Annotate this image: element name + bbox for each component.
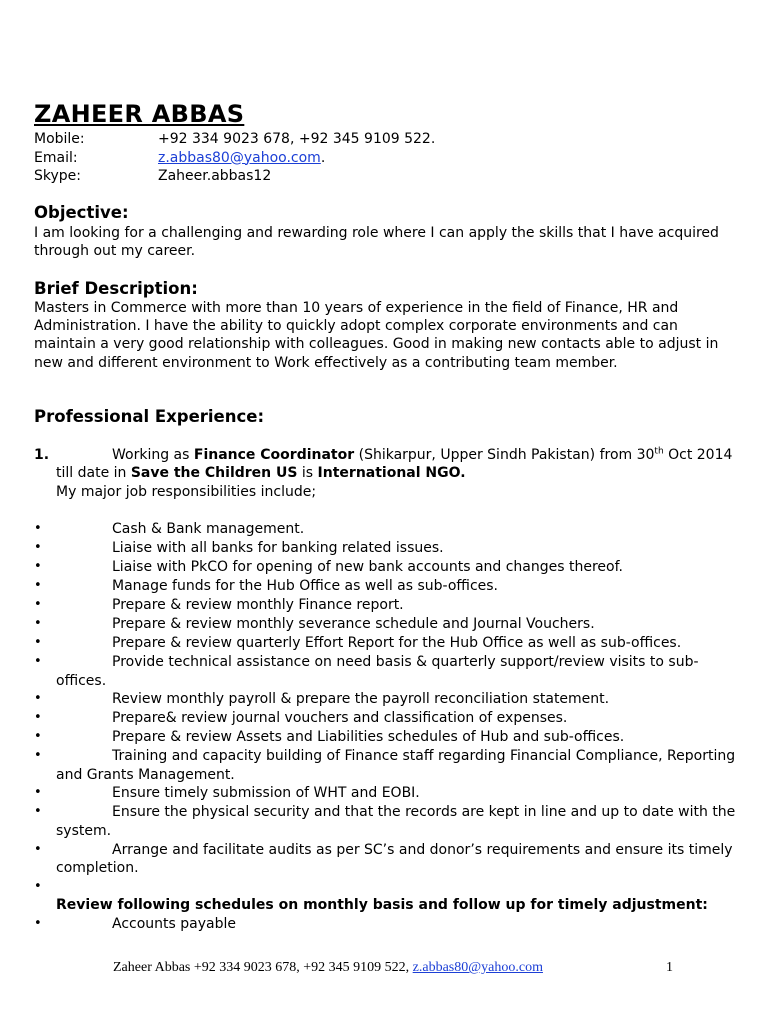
bullet-symbol: • (34, 540, 42, 555)
responsibility-item-content (56, 615, 746, 634)
responsibility-item-text: Prepare & review monthly Finance report. (112, 597, 404, 613)
responsibility-item-text: Prepare & review Assets and Liabilities schedules of Hub and sub-offices. (112, 729, 625, 746)
responsibility-item-content (56, 653, 746, 690)
bullet-symbol: • (34, 915, 42, 931)
job-description (34, 446, 746, 483)
responsibility-item-text: Cash & Bank management. (112, 521, 305, 537)
bullet-symbol: • (34, 691, 42, 707)
footer-text: Zaheer Abbas +92 334 9023 678, +92 345 9109 522, (113, 960, 413, 975)
responsibility-item-text: Liaise with all banks for banking related issues. (112, 540, 444, 556)
date-superscript: th (654, 446, 664, 457)
responsibility-item-content (56, 690, 746, 709)
brief-description-heading: Brief Description: (34, 279, 198, 298)
responsibility-item-text: Prepare& review journal vouchers and classification of expenses. (112, 710, 568, 727)
responsibility-item-text: Training and capacity building of Finance staff regarding Financial Compliance, Reporting and Grants Management. (56, 748, 736, 783)
job-entry (34, 446, 746, 501)
bullet-symbol: • (34, 785, 42, 801)
job-text-part: (Shikarpur, Upper Sindh Pakistan) from 30 (354, 447, 655, 463)
responsibility-item (34, 728, 746, 747)
contact-block (34, 130, 435, 186)
responsibility-item-text: Liaise with PkCO for opening of new bank accounts and changes thereof. (112, 559, 623, 575)
mobile-label: Mobile: (34, 131, 85, 147)
responsibilities-intro: My major job responsibilities include; (56, 483, 317, 500)
candidate-name: ZAHEER ABBAS (34, 100, 245, 128)
responsibility-item (34, 690, 746, 709)
responsibility-item (34, 634, 746, 653)
responsibility-item (34, 558, 746, 577)
responsibility-item-content (56, 784, 746, 803)
review-heading: Review following schedules on monthly basis and follow up for timely adjustment: (56, 896, 708, 913)
contact-skype (34, 167, 435, 186)
responsibility-item-content (56, 747, 746, 784)
responsibility-item-content (56, 841, 746, 878)
responsibility-item (34, 596, 746, 615)
responsibility-item (34, 653, 746, 690)
job-organization: Save the Children US (130, 465, 298, 482)
bullet-symbol: • (34, 597, 42, 612)
mobile-value: +92 334 9023 678, +92 345 9109 522. (158, 131, 436, 147)
brief-description-text: Masters in Commerce with more than 10 years of experience in the field of Finance, HR and Administration. I have the ability to quickly adopt complex corporate environments and can maintain a very good relationship with colleagues. Good in making new contacts able to adjust in new and different environment to Work effectively as a contributing team member. (34, 300, 719, 371)
responsibility-item-text: Ensure the physical security and that the records are kept in line and up to date with the system. (56, 804, 736, 839)
responsibility-item-content (56, 709, 746, 728)
bullet-symbol: • (34, 578, 42, 593)
responsibility-item-content (56, 728, 746, 747)
responsibility-item-content (56, 539, 746, 558)
responsibility-item-content (56, 520, 746, 539)
responsibility-item-content (56, 596, 746, 615)
responsibility-item-content (56, 634, 746, 653)
responsibility-item-content (56, 803, 746, 840)
responsibility-item (34, 577, 746, 596)
responsibility-item (34, 803, 746, 840)
email-link[interactable]: z.abbas80@yahoo.com (158, 149, 321, 166)
empty-bullet (34, 878, 746, 897)
responsibility-item-text: Arrange and facilitate audits as per SC’s and donor’s requirements and ensure its timely completion. (56, 841, 733, 877)
responsibilities-list (34, 520, 746, 934)
bullet-symbol: • (34, 804, 42, 820)
footer-email-link[interactable]: z.abbas80@yahoo.com (412, 960, 543, 975)
contact-mobile (34, 130, 435, 149)
responsibility-item (34, 784, 746, 803)
skype-label: Skype: (34, 168, 81, 184)
job-role: Finance Coordinator (193, 447, 355, 463)
responsibility-item (34, 520, 746, 539)
review-item-text: Accounts payable (112, 915, 236, 932)
responsibility-item (34, 539, 746, 558)
review-item-content (56, 915, 746, 934)
skype-value: Zaheer.abbas12 (158, 168, 272, 184)
responsibility-item-content (56, 558, 746, 577)
responsibility-item-text: Prepare & review quarterly Effort Report for the Hub Office as well as sub-offices. (112, 635, 682, 651)
responsibility-item-text: Provide technical assistance on need basis & quarterly support/review visits to sub-offices. (56, 654, 699, 689)
bullet-symbol: • (34, 654, 42, 669)
bullet-symbol: • (34, 710, 42, 726)
bullet-symbol: • (34, 729, 42, 745)
responsibility-item-content (56, 577, 746, 596)
job-text-part: Working as (112, 447, 194, 463)
professional-experience-heading: Professional Experience: (34, 407, 265, 426)
objective-heading: Objective: (34, 203, 129, 222)
job-text (56, 446, 746, 483)
job-number: 1. (34, 447, 50, 463)
contact-email (34, 149, 435, 168)
bullet-symbol: • (34, 521, 42, 536)
email-label: Email: (34, 149, 78, 166)
responsibility-item (34, 615, 746, 634)
bullet-symbol: • (34, 841, 42, 857)
job-org-type: International NGO. (317, 465, 466, 482)
bullet-symbol: • (34, 748, 42, 764)
review-item (34, 915, 746, 934)
responsibility-item-text: Manage funds for the Hub Office as well as sub-offices. (112, 578, 499, 594)
responsibility-item-text: Prepare & review monthly severance schedule and Journal Vouchers. (112, 616, 595, 632)
job-text-part: is (297, 465, 318, 482)
email-suffix: . (320, 149, 326, 166)
bullet-symbol: • (34, 878, 42, 894)
responsibility-item (34, 747, 746, 784)
responsibility-item-text: Review monthly payroll & prepare the payroll reconciliation statement. (112, 691, 610, 708)
bullet-symbol: • (34, 616, 42, 631)
bullet-symbol: • (34, 635, 42, 650)
page-number: 1 (666, 960, 673, 975)
bullet-symbol: • (34, 559, 42, 574)
job-text-part: Oct 2014 till date in (56, 447, 733, 482)
responsibility-item (34, 841, 746, 878)
footer-contact (113, 959, 543, 977)
objective-text: I am looking for a challenging and rewarding role where I can apply the skills that I have acquired through out my career. (34, 225, 719, 260)
responsibility-item (34, 709, 746, 728)
responsibility-item-text: Ensure timely submission of WHT and EOBI. (112, 785, 420, 802)
page-footer (113, 959, 673, 977)
